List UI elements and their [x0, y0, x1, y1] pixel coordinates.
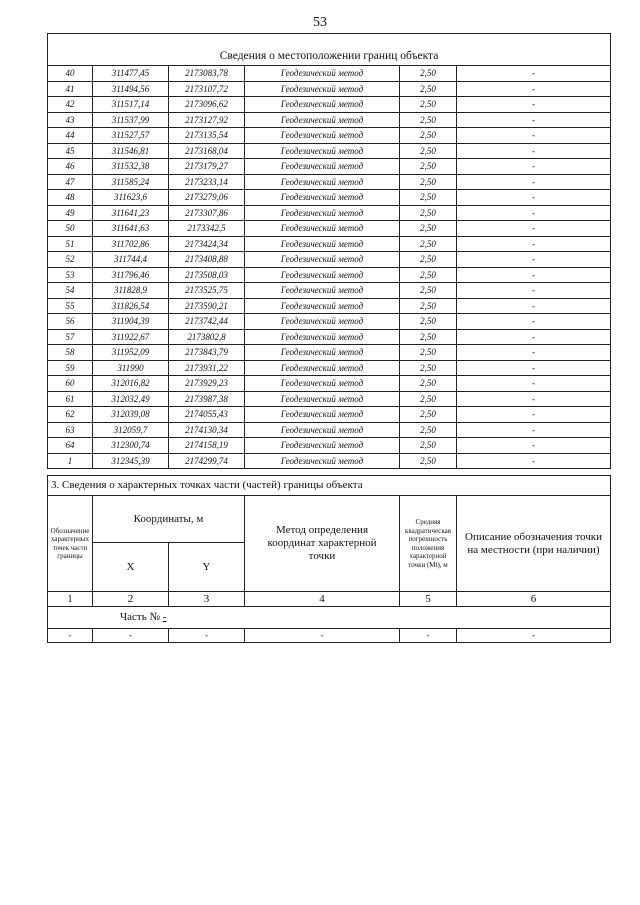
- table-row: [48, 376, 611, 392]
- point-number: 1: [48, 453, 93, 469]
- method: Геодезический метод: [245, 143, 400, 159]
- table-cell: -: [93, 629, 169, 643]
- table-row: [48, 112, 611, 128]
- point-number: 60: [48, 376, 93, 392]
- column-number: 2: [93, 592, 169, 607]
- header-method: Метод определения координат характерной точки: [245, 496, 400, 592]
- point-number: 55: [48, 298, 93, 314]
- accuracy: 2,50: [400, 81, 457, 97]
- coord-x: 311990: [93, 360, 169, 376]
- accuracy: 2,50: [400, 252, 457, 268]
- header-y: Y: [169, 543, 245, 592]
- table-title: Сведения о местоположении границ объекта: [48, 34, 611, 66]
- table-row: [48, 221, 611, 237]
- method: Геодезический метод: [245, 283, 400, 299]
- table-row: [48, 391, 611, 407]
- header-description: Описание обозначения точки на местности (при наличии): [457, 496, 611, 592]
- coord-y: 2173179,27: [169, 159, 245, 175]
- table-row: [48, 143, 611, 159]
- method: Геодезический метод: [245, 345, 400, 361]
- point-number: 64: [48, 438, 93, 454]
- point-number: 57: [48, 329, 93, 345]
- coord-y: 2173843,79: [169, 345, 245, 361]
- description: -: [457, 376, 611, 392]
- coord-x: 312300,74: [93, 438, 169, 454]
- table-row: [48, 190, 611, 206]
- description: -: [457, 81, 611, 97]
- accuracy: 2,50: [400, 267, 457, 283]
- coord-x: 312032,49: [93, 391, 169, 407]
- accuracy: 2,50: [400, 236, 457, 252]
- point-number: 61: [48, 391, 93, 407]
- column-number: 1: [48, 592, 93, 607]
- coord-y: 2173083,78: [169, 66, 245, 82]
- description: -: [457, 112, 611, 128]
- coord-y: 2173802,8: [169, 329, 245, 345]
- table-cell: -: [457, 629, 611, 643]
- method: Геодезический метод: [245, 66, 400, 82]
- coord-x: 311904,39: [93, 314, 169, 330]
- coord-x: 312345,39: [93, 453, 169, 469]
- method: Геодезический метод: [245, 422, 400, 438]
- accuracy: 2,50: [400, 221, 457, 237]
- accuracy: 2,50: [400, 422, 457, 438]
- part-row: [48, 607, 611, 629]
- point-number: 56: [48, 314, 93, 330]
- point-number: 51: [48, 236, 93, 252]
- coord-y: 2173424,34: [169, 236, 245, 252]
- accuracy: 2,50: [400, 66, 457, 82]
- method: Геодезический метод: [245, 360, 400, 376]
- section-title-row: [48, 476, 611, 496]
- coord-y: 2174130,34: [169, 422, 245, 438]
- column-number: 3: [169, 592, 245, 607]
- part-label: Часть №: [120, 611, 160, 623]
- accuracy: 2,50: [400, 159, 457, 175]
- table-row: [48, 128, 611, 144]
- accuracy: 2,50: [400, 453, 457, 469]
- table-row: [48, 345, 611, 361]
- coord-y: 2173929,23: [169, 376, 245, 392]
- method: Геодезический метод: [245, 221, 400, 237]
- point-number: 53: [48, 267, 93, 283]
- accuracy: 2,50: [400, 345, 457, 361]
- method: Геодезический метод: [245, 267, 400, 283]
- point-number: 46: [48, 159, 93, 175]
- accuracy: 2,50: [400, 283, 457, 299]
- part-boundary-points-table: [47, 475, 611, 643]
- accuracy: 2,50: [400, 376, 457, 392]
- method: Геодезический метод: [245, 128, 400, 144]
- accuracy: 2,50: [400, 205, 457, 221]
- point-number: 59: [48, 360, 93, 376]
- table-row: [48, 97, 611, 113]
- coord-y: 2173168,04: [169, 143, 245, 159]
- point-number: 48: [48, 190, 93, 206]
- accuracy: 2,50: [400, 112, 457, 128]
- coord-x: 311585,24: [93, 174, 169, 190]
- table-cell: -: [48, 629, 93, 643]
- point-number: 42: [48, 97, 93, 113]
- table-row: [48, 252, 611, 268]
- point-number: 50: [48, 221, 93, 237]
- accuracy: 2,50: [400, 298, 457, 314]
- method: Геодезический метод: [245, 205, 400, 221]
- accuracy: 2,50: [400, 190, 457, 206]
- table-row: [48, 422, 611, 438]
- accuracy: 2,50: [400, 329, 457, 345]
- table-row: [48, 81, 611, 97]
- coord-x: 311641,23: [93, 205, 169, 221]
- table-row: [48, 205, 611, 221]
- description: -: [457, 360, 611, 376]
- method: Геодезический метод: [245, 236, 400, 252]
- coord-y: 2173508,03: [169, 267, 245, 283]
- method: Геодезический метод: [245, 97, 400, 113]
- point-number: 62: [48, 407, 93, 423]
- coord-x: 311744,4: [93, 252, 169, 268]
- column-number: 6: [457, 592, 611, 607]
- part-label-cell: [48, 607, 611, 629]
- accuracy: 2,50: [400, 360, 457, 376]
- method: Геодезический метод: [245, 329, 400, 345]
- table-row: [48, 407, 611, 423]
- table-title-row: [48, 34, 611, 66]
- method: Геодезический метод: [245, 453, 400, 469]
- table-row: [48, 159, 611, 175]
- coord-x: 311477,45: [93, 66, 169, 82]
- coord-y: 2173107,72: [169, 81, 245, 97]
- point-number: 58: [48, 345, 93, 361]
- point-number: 49: [48, 205, 93, 221]
- table-row: [48, 438, 611, 454]
- coord-y: 2173742,44: [169, 314, 245, 330]
- coord-x: 311532,38: [93, 159, 169, 175]
- description: -: [457, 128, 611, 144]
- coord-y: 2173233,14: [169, 174, 245, 190]
- table-row: [48, 283, 611, 299]
- accuracy: 2,50: [400, 314, 457, 330]
- coord-y: 2173525,75: [169, 283, 245, 299]
- coord-x: 311537,99: [93, 112, 169, 128]
- coord-y: 2173408,88: [169, 252, 245, 268]
- point-number: 52: [48, 252, 93, 268]
- point-number: 45: [48, 143, 93, 159]
- boundary-coordinates-table: [47, 33, 611, 469]
- method: Геодезический метод: [245, 190, 400, 206]
- description: -: [457, 143, 611, 159]
- point-number: 54: [48, 283, 93, 299]
- point-number: 40: [48, 66, 93, 82]
- coord-x: 311517,14: [93, 97, 169, 113]
- description: -: [457, 438, 611, 454]
- table-row: [48, 267, 611, 283]
- coord-x: 311527,57: [93, 128, 169, 144]
- section-title: 3. Сведения о характерных точках части (частей) границы объекта: [48, 476, 611, 496]
- part-number: -: [162, 611, 167, 623]
- description: -: [457, 205, 611, 221]
- description: -: [457, 391, 611, 407]
- header-x: X: [93, 543, 169, 592]
- method: Геодезический метод: [245, 314, 400, 330]
- table-row: [48, 66, 611, 82]
- coord-x: 312016,82: [93, 376, 169, 392]
- description: -: [457, 267, 611, 283]
- header-point: Обозначение характерных точек части границы: [48, 496, 93, 592]
- method: Геодезический метод: [245, 376, 400, 392]
- point-number: 44: [48, 128, 93, 144]
- table-row: [48, 329, 611, 345]
- description: -: [457, 283, 611, 299]
- accuracy: 2,50: [400, 143, 457, 159]
- coord-x: 311922,67: [93, 329, 169, 345]
- description: -: [457, 221, 611, 237]
- table-row: [48, 453, 611, 469]
- coord-x: 311623,6: [93, 190, 169, 206]
- method: Геодезический метод: [245, 438, 400, 454]
- coord-x: 311494,56: [93, 81, 169, 97]
- description: -: [457, 314, 611, 330]
- coord-x: 312039,08: [93, 407, 169, 423]
- method: Геодезический метод: [245, 112, 400, 128]
- description: -: [457, 190, 611, 206]
- coord-y: 2173096,62: [169, 97, 245, 113]
- method: Геодезический метод: [245, 298, 400, 314]
- table-cell: -: [245, 629, 400, 643]
- header-accuracy: Средняя квадратическая погрешность положения характерной точки (Мt), м: [400, 496, 457, 592]
- coord-y: 2173127,92: [169, 112, 245, 128]
- coord-y: 2174055,43: [169, 407, 245, 423]
- accuracy: 2,50: [400, 438, 457, 454]
- method: Геодезический метод: [245, 252, 400, 268]
- coord-y: 2173279,06: [169, 190, 245, 206]
- coord-x: 311546,81: [93, 143, 169, 159]
- column-number: 4: [245, 592, 400, 607]
- description: -: [457, 407, 611, 423]
- description: -: [457, 66, 611, 82]
- empty-data-row: [48, 629, 611, 643]
- description: -: [457, 298, 611, 314]
- description: -: [457, 252, 611, 268]
- description: -: [457, 345, 611, 361]
- coord-x: 312059,7: [93, 422, 169, 438]
- page-number: 53: [313, 15, 327, 30]
- accuracy: 2,50: [400, 97, 457, 113]
- accuracy: 2,50: [400, 128, 457, 144]
- table-row: [48, 360, 611, 376]
- column-number: 5: [400, 592, 457, 607]
- point-number: 43: [48, 112, 93, 128]
- point-number: 47: [48, 174, 93, 190]
- description: -: [457, 174, 611, 190]
- table-cell: -: [400, 629, 457, 643]
- accuracy: 2,50: [400, 407, 457, 423]
- description: -: [457, 159, 611, 175]
- coord-y: 2174158,19: [169, 438, 245, 454]
- coord-y: 2173590,21: [169, 298, 245, 314]
- coord-x: 311826,54: [93, 298, 169, 314]
- header-coordinates: Координаты, м: [93, 496, 245, 543]
- description: -: [457, 453, 611, 469]
- method: Геодезический метод: [245, 159, 400, 175]
- table-row: [48, 298, 611, 314]
- description: -: [457, 97, 611, 113]
- method: Геодезический метод: [245, 391, 400, 407]
- accuracy: 2,50: [400, 391, 457, 407]
- coord-x: 311828,9: [93, 283, 169, 299]
- description: -: [457, 422, 611, 438]
- point-number: 41: [48, 81, 93, 97]
- coord-x: 311641,63: [93, 221, 169, 237]
- method: Геодезический метод: [245, 174, 400, 190]
- table-row: [48, 314, 611, 330]
- coord-x: 311796,46: [93, 267, 169, 283]
- header-row: [48, 496, 611, 543]
- point-number: 63: [48, 422, 93, 438]
- coord-y: 2173135,54: [169, 128, 245, 144]
- method: Геодезический метод: [245, 407, 400, 423]
- accuracy: 2,50: [400, 174, 457, 190]
- coord-x: 311702,86: [93, 236, 169, 252]
- coord-x: 311952,09: [93, 345, 169, 361]
- coord-y: 2173307,86: [169, 205, 245, 221]
- column-numbers-row: [48, 592, 611, 607]
- description: -: [457, 236, 611, 252]
- description: -: [457, 329, 611, 345]
- method: Геодезический метод: [245, 81, 400, 97]
- coord-y: 2173342,5: [169, 221, 245, 237]
- table-cell: -: [169, 629, 245, 643]
- coord-y: 2173987,38: [169, 391, 245, 407]
- table-row: [48, 174, 611, 190]
- table-row: [48, 236, 611, 252]
- coord-y: 2174299,74: [169, 453, 245, 469]
- coord-y: 2173931,22: [169, 360, 245, 376]
